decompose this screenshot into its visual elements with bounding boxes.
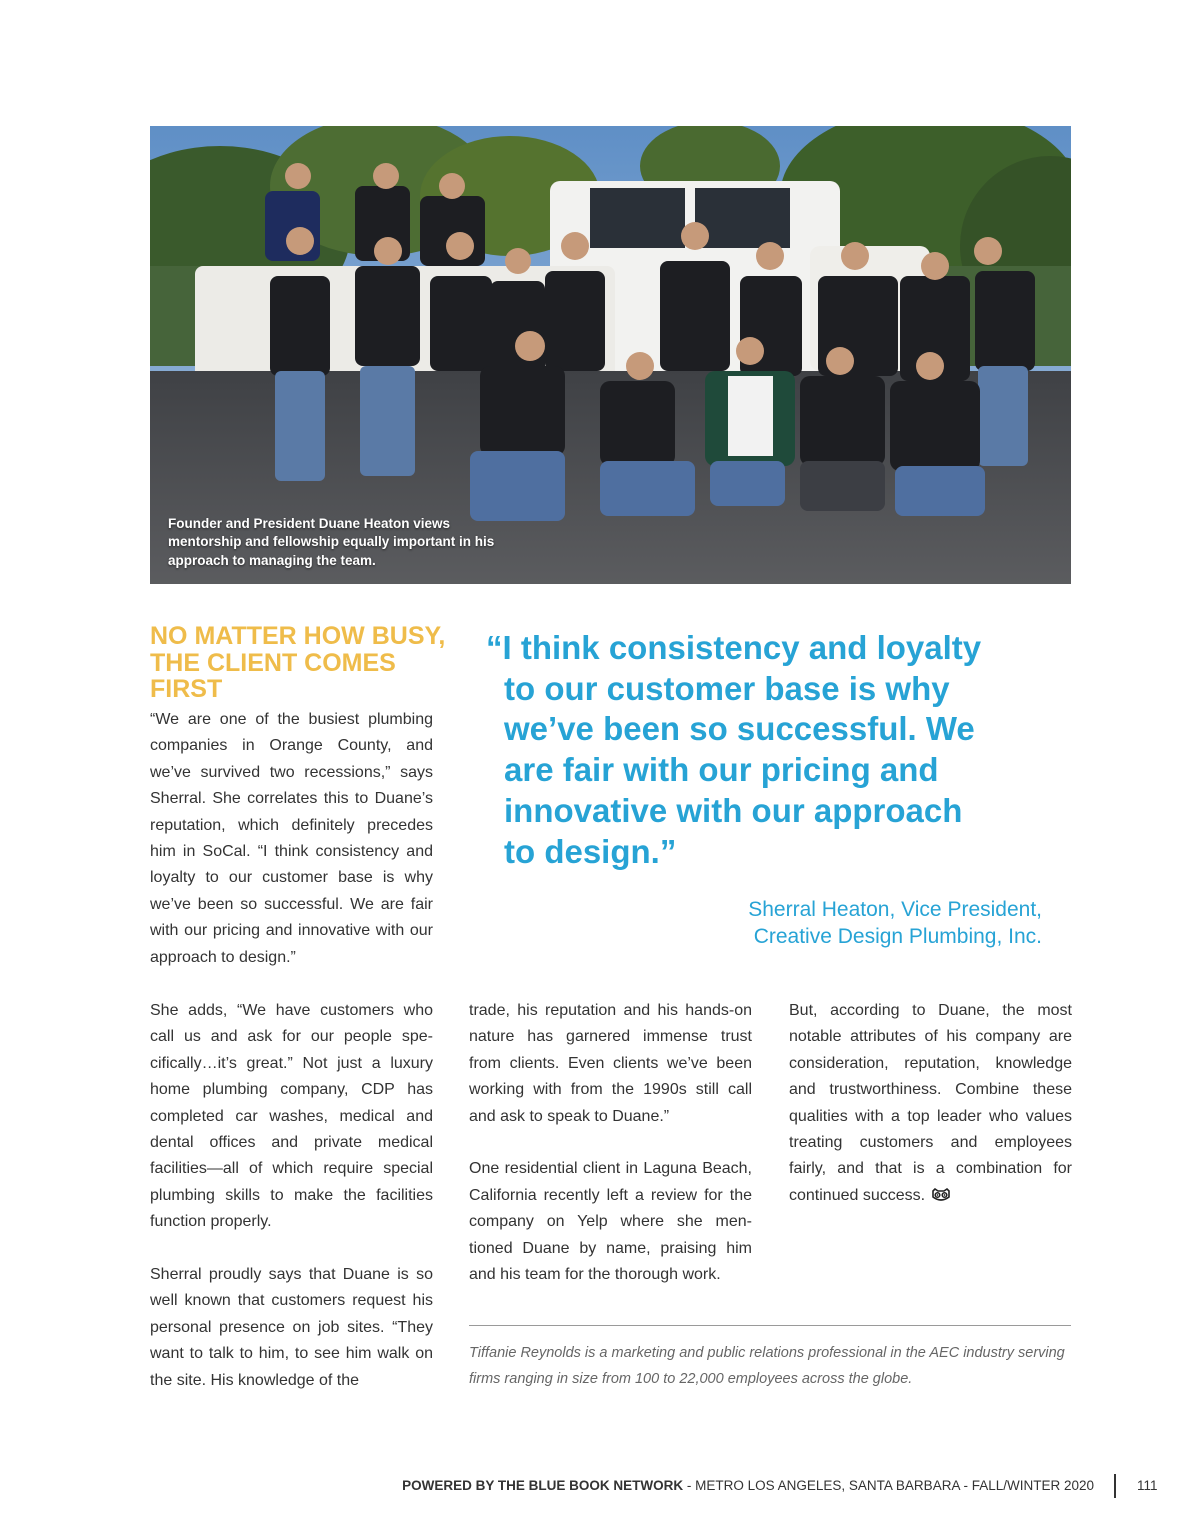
- section-heading: NO MATTER HOW BUSY, THE CLIENT COMES FIRST: [150, 622, 446, 703]
- team-photo: [150, 126, 1071, 584]
- body-paragraph-final: [789, 998, 1072, 1211]
- pull-quote-line: to our customer base is why: [504, 669, 950, 707]
- bio-divider: [469, 1325, 1071, 1326]
- photo-caption: Founder and President Duane Heaton views mentorship and fellowship equally important in his approach to managing the team.: [168, 515, 495, 568]
- body-paragraph-text: But, according to Duane, the most notable attributes of his company are consideration, reputation, knowledge and trustworthiness. Combine these qualities with a top leader who values treating customers and employees fairly, and that is a combination for continued success.: [789, 1002, 1072, 1204]
- pull-quote: [486, 628, 1066, 872]
- quote-attribution: [748, 896, 1042, 950]
- body-paragraph: She adds, “We have customers who call us and ask for our people spe-cifically…it’s great.” Not just a luxury home plumbing company, CDP has completed car washes, medical and dental offices and private medical facilities—all of which require special plumbing skills to make the facilities function properly.: [150, 1002, 433, 1231]
- body-column-3: [789, 998, 1072, 1211]
- footer-credit: [402, 1478, 1094, 1493]
- pull-quote-line: are fair with our pricing and: [504, 751, 939, 789]
- footer-brand: POWERED BY THE BLUE BOOK NETWORK: [402, 1478, 684, 1493]
- body-paragraph: Sherral proudly says that Duane is so well known that customers request his personal presence on job sites. “They want to talk to him, to see him walk on the site. His knowledge of the: [150, 1266, 433, 1389]
- intro-paragraph: “We are one of the busiest plumbing companies in Orange County, and we’ve survived two recessions,” says Sherral. She correlates this to Duane’s reputation, which definitely precedes him in SoCal. “I think consistency and loyalty to our customer base is why we’ve been so successful. We are fair with our pricing and innovative with our approach to design.”: [150, 711, 433, 966]
- footer-edition: - METRO LOS ANGELES, SANTA BARBARA - FALL/WINTER 2020: [683, 1478, 1094, 1493]
- attribution-company: Creative Design Plumbing, Inc.: [753, 925, 1042, 948]
- body-column-2: [469, 998, 752, 1288]
- pull-quote-line: innovative with our approach: [504, 791, 963, 829]
- intro-column: [150, 707, 433, 971]
- author-bio: Tiffanie Reynolds is a marketing and public relations professional in the AEC industry serving firms ranging in size from 100 to 22,000 employees across the globe.: [469, 1345, 1065, 1387]
- body-paragraph: trade, his reputation and his hands-on nature has garnered immense trust from clients. Even clients we’ve been working with from the 1990s still call and ask to speak to Duane.”: [469, 1002, 752, 1125]
- footer-separator: [1114, 1474, 1116, 1498]
- page-number: 111: [1137, 1478, 1158, 1493]
- body-paragraph: One residential client in Laguna Beach, California recently left a review for the company on Yelp where she men-tioned Duane by name, praising him and his team for the thorough work.: [469, 1160, 752, 1284]
- pull-quote-line: “I think consistency and loyalty: [486, 629, 982, 666]
- body-column-1: [150, 998, 433, 1394]
- pull-quote-line: to design.”: [504, 832, 677, 870]
- owl-icon: [931, 1185, 951, 1211]
- pull-quote-line: we’ve been so successful. We: [504, 710, 975, 748]
- attribution-name: Sherral Heaton, Vice President,: [748, 898, 1042, 921]
